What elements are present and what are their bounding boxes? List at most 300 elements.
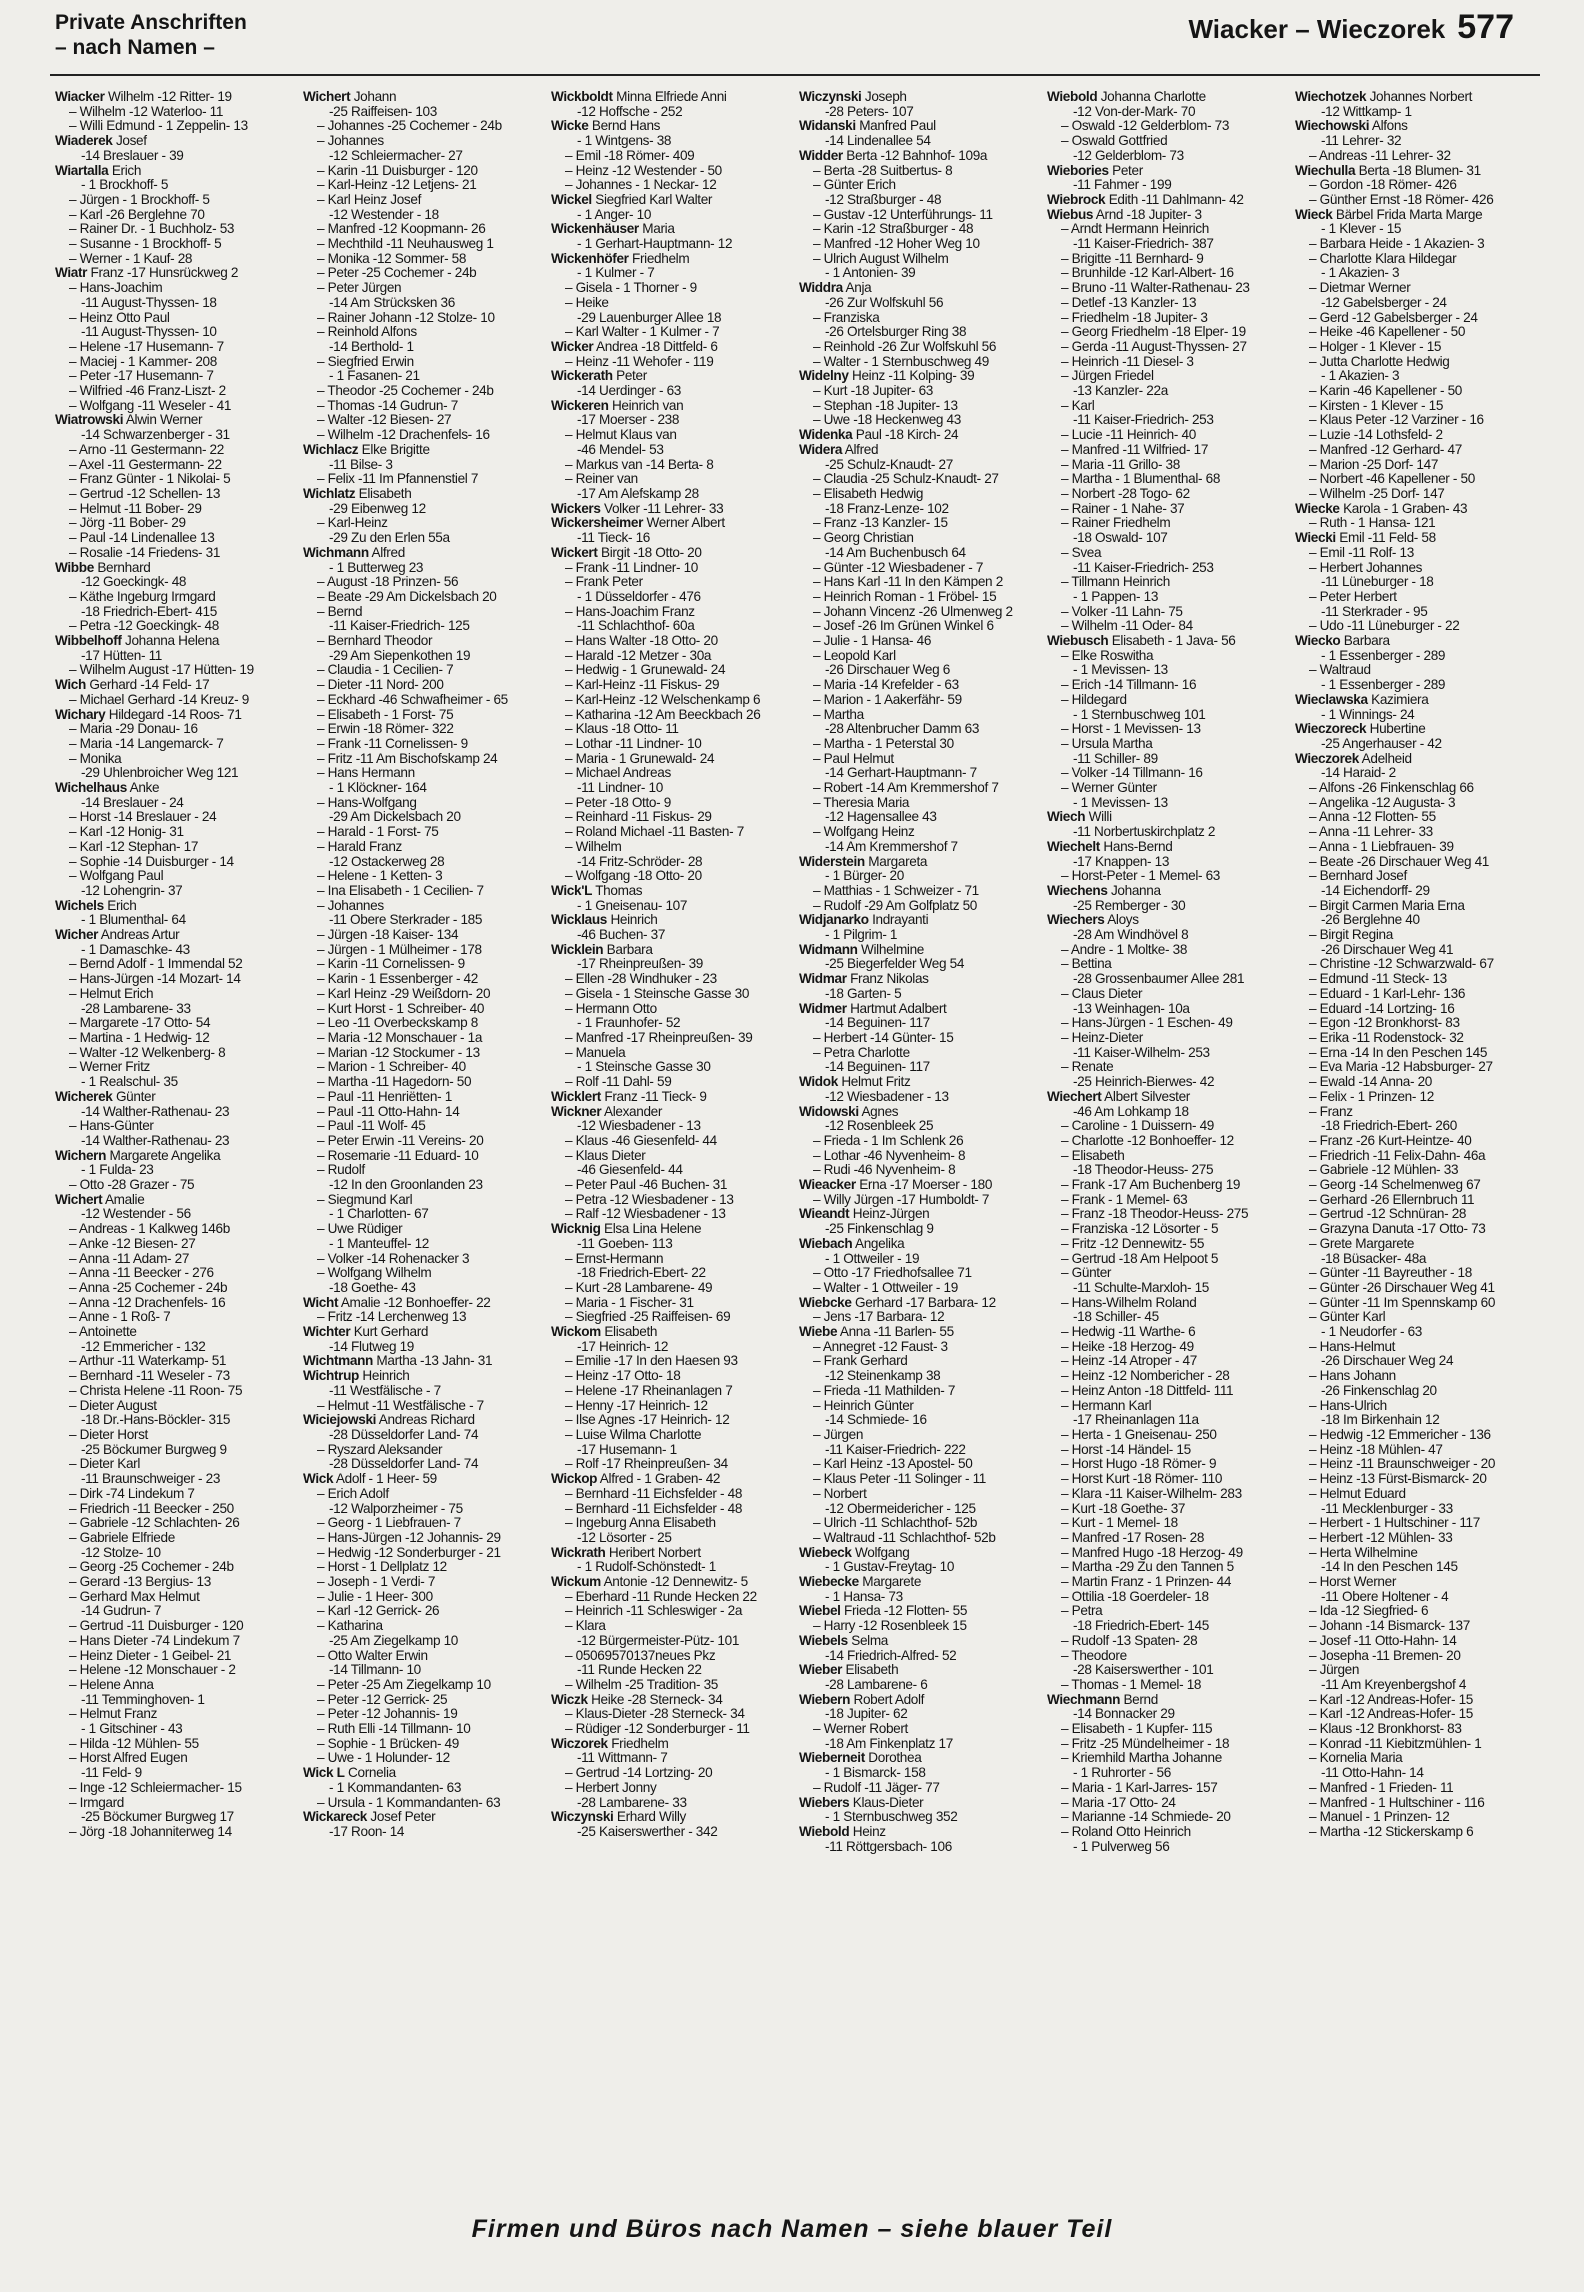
surname: Wicknig: [551, 1222, 601, 1237]
surname: Widder: [799, 148, 843, 163]
directory-entry: [551, 252, 791, 267]
entry-details: Aloys: [1104, 913, 1139, 928]
directory-subentry: – Karl Heinz -13 Apostel- 50: [813, 1457, 973, 1472]
entry-continuation: -25 Schulz-Knaudt- 27: [825, 457, 953, 472]
entry-continuation: -25 Remberger - 30: [1073, 898, 1186, 913]
directory-subentry: – Helene -17 Husemann- 7: [69, 339, 224, 354]
directory-subentry: – Karl-Heinz -12 Welschenkamp 6: [565, 692, 761, 707]
directory-entry: [799, 428, 1039, 443]
entry-continuation: - 1 Ruhrorter - 56: [1073, 1766, 1171, 1781]
entry-continuation: -26 Ortelsburger Ring 38: [825, 325, 967, 340]
directory-subentry: – Maria -11 Grillo- 38: [1061, 457, 1180, 472]
directory-subentry: – Paul -11 Wolf- 45: [317, 1119, 426, 1134]
directory-subentry: – Karl -12 Honig- 31: [69, 825, 184, 840]
directory-subentry: – Franz -13 Kanzler- 15: [813, 516, 948, 531]
directory-subentry: – Holger - 1 Klever - 15: [1309, 339, 1442, 354]
directory-subentry: – Manfred - 1 Hultschiner - 116: [1309, 1795, 1485, 1810]
entry-continuation: -12 Bürgermeister-Pütz- 101: [577, 1633, 740, 1648]
directory-subentry: – Helene -12 Monschauer - 2: [69, 1663, 236, 1678]
surname: Wibbe: [55, 560, 94, 575]
directory-subentry: – Helmut -11 Westfälische - 7: [317, 1398, 484, 1413]
entry-continuation: - 1 Kommandanten- 63: [329, 1780, 462, 1795]
directory-subentry: – Rudi -46 Nyvenheim- 8: [813, 1163, 956, 1178]
directory-subentry: – Arndt Hermann Heinrich: [1061, 222, 1210, 237]
directory-subentry: – Jutta Charlotte Hedwig: [1309, 354, 1450, 369]
directory-subentry: – Leopold Karl: [813, 648, 896, 663]
surname: Widdra: [799, 281, 843, 296]
directory-subentry: – Manuela: [565, 1045, 626, 1060]
directory-subentry: – Grazyna Danuta -17 Otto- 73: [1309, 1222, 1486, 1237]
surname: Wiebel: [799, 1604, 841, 1619]
directory-subentry: – Herbert - 1 Hultschiner - 117: [1309, 1516, 1480, 1531]
directory-subentry: – Beate -26 Dirschauer Weg 41: [1309, 854, 1490, 869]
surname: Wichary: [55, 707, 106, 722]
entry-continuation: -29 Am Siepenkothen 19: [329, 648, 471, 663]
directory-subentry: – Wolfgang -11 Weseler - 41: [69, 398, 232, 413]
entry-details: Erich: [108, 163, 142, 178]
entry-details: Edith -11 Dahlmann- 42: [1105, 192, 1244, 207]
directory-entry: [1047, 840, 1287, 855]
entry-continuation: - 1 Pulverweg 56: [1073, 1839, 1170, 1854]
directory-subentry: – Waltraud -11 Schlachthof- 52b: [813, 1530, 996, 1545]
directory-subentry: – Andreas -11 Lehrer- 32: [1309, 148, 1451, 163]
entry-details: Heike -28 Sterneck- 34: [587, 1692, 723, 1707]
directory-subentry: – Manfred -17 Rosen- 28: [1061, 1530, 1205, 1545]
directory-subentry: – Edmund -11 Steck- 13: [1309, 972, 1447, 987]
entry-details: Margarete Angelika: [106, 1148, 221, 1163]
surname: Wieczoreck: [1295, 722, 1367, 737]
directory-subentry: – Wilhelm -25 Tradition- 35: [565, 1677, 718, 1692]
entry-details: Indrayanti: [868, 913, 929, 928]
directory-subentry: – Udo -11 Lüneburger - 22: [1309, 619, 1460, 634]
entry-continuation: -25 Böckumer Burgweg 17: [81, 1810, 234, 1825]
entry-continuation: -12 Stolze- 10: [81, 1545, 161, 1560]
directory-entry: [303, 1810, 543, 1825]
directory-subentry: – Gerd -12 Gabelsberger - 24: [1309, 310, 1478, 325]
directory-subentry: – Josepha -11 Bremen- 20: [1309, 1648, 1461, 1663]
entry-details: Bärbel Frida Marta Marge: [1332, 207, 1483, 222]
entry-details: Johann: [350, 90, 397, 104]
directory-entry: [799, 1546, 1039, 1561]
directory-subentry: – Kurt -18 Goethe- 37: [1061, 1501, 1186, 1516]
entry-continuation: - 1 Bismarck- 158: [825, 1766, 926, 1781]
directory-subentry: – Anke -12 Biesen- 27: [69, 1236, 196, 1251]
directory-subentry: – Rainer Johann -12 Stolze- 10: [317, 310, 495, 325]
directory-subentry: – Inge -12 Schleiermacher- 15: [69, 1780, 242, 1795]
entry-continuation: -18 Jupiter- 62: [825, 1707, 908, 1722]
directory-subentry: – Walter -12 Biesen- 27: [317, 413, 452, 428]
directory-subentry: – Norbert -46 Kapellener - 50: [1309, 472, 1475, 487]
listing-column-4: [799, 90, 1039, 2205]
directory-subentry: – Caroline - 1 Duissern- 49: [1061, 1119, 1214, 1134]
directory-subentry: – Uwe Rüdiger: [317, 1222, 403, 1237]
directory-subentry: – Dieter Horst: [69, 1427, 148, 1442]
directory-subentry: – Horst Werner: [1309, 1575, 1397, 1590]
directory-subentry: – Leo -11 Overbeckskamp 8: [317, 1016, 479, 1031]
directory-subentry: – Friedrich -11 Beecker - 250: [69, 1501, 234, 1516]
surname: Wiechowski: [1295, 119, 1370, 134]
entry-continuation: -18 Friedrich-Ebert- 145: [1073, 1619, 1209, 1634]
directory-subentry: – Marion -25 Dorf- 147: [1309, 457, 1439, 472]
directory-subentry: – 05069570137neues Pkz: [565, 1648, 716, 1663]
entry-continuation: - 1 Damaschke- 43: [81, 942, 190, 957]
directory-subentry: – Felix - 1 Prinzen- 12: [1309, 1089, 1434, 1104]
directory-subentry: – Rüdiger -12 Sonderburger - 11: [565, 1722, 750, 1737]
directory-subentry: – Hans Hermann: [317, 766, 415, 781]
surname: Wiczk: [551, 1692, 588, 1707]
directory-subentry: – Heinz Otto Paul: [69, 310, 170, 325]
directory-subentry: – Arthur -11 Waterkamp- 51: [69, 1354, 227, 1369]
directory-subentry: – Johannes -25 Cochemer - 24b: [317, 119, 502, 134]
entry-details: Wilhelmine: [857, 942, 925, 957]
directory-subentry: – Gerhard Max Helmut: [69, 1589, 200, 1604]
entry-continuation: -18 Friedrich-Ebert- 415: [81, 604, 217, 619]
directory-subentry: – Heinz -14 Atroper - 47: [1061, 1354, 1197, 1369]
entry-details: Peter: [612, 369, 647, 384]
surname: Wichelhaus: [55, 781, 127, 796]
directory-subentry: – Martina - 1 Hedwig- 12: [69, 1031, 210, 1045]
entry-details: Anke: [126, 781, 160, 796]
surname: Wiebeck: [799, 1545, 852, 1560]
directory-subentry: – Reinhold Alfons: [317, 325, 417, 340]
directory-subentry: – Heinz -12 Nombericher - 28: [1061, 1369, 1230, 1384]
entry-continuation: -11 August-Thyssen- 10: [81, 325, 217, 340]
surname: Wickel: [551, 192, 592, 207]
entry-continuation: - 1 Sternbuschweg 352: [825, 1810, 958, 1825]
entry-details: Kurt Gerhard: [350, 1325, 429, 1340]
directory-entry: [55, 928, 295, 943]
directory-subentry: – Karl-Heinz -11 Fiskus- 29: [565, 678, 720, 693]
directory-subentry: – Paul -11 Otto-Hahn- 14: [317, 1104, 460, 1119]
directory-subentry: – Friedrich -11 Felix-Dahn- 46a: [1309, 1148, 1486, 1163]
directory-entry: [799, 1796, 1039, 1811]
entry-details: Adolf - 1 Heer- 59: [333, 1472, 437, 1487]
entry-continuation: -14 In den Peschen 145: [1321, 1560, 1458, 1575]
directory-subentry: – Horst -14 Händel- 15: [1061, 1442, 1191, 1457]
directory-subentry: – Gisela - 1 Steinsche Gasse 30: [565, 986, 750, 1001]
directory-subentry: – Anna -11 Beecker - 276: [69, 1266, 214, 1281]
entry-continuation: -12 Lösorter - 25: [577, 1530, 672, 1545]
directory-entry: [55, 413, 295, 428]
entry-details: Günter: [112, 1089, 156, 1104]
directory-subentry: – Johannes: [317, 898, 384, 913]
directory-subentry: – Karl -12 Stephan- 17: [69, 839, 199, 854]
entry-continuation: - 1 Neudorfer - 63: [1321, 1325, 1422, 1340]
directory-subentry: – Peter -17 Husemann- 7: [69, 369, 214, 384]
directory-entry: [1047, 913, 1287, 928]
directory-subentry: – Volker -11 Lahn- 75: [1061, 604, 1183, 619]
directory-entry: [55, 164, 295, 179]
surname: Wiechens: [1047, 883, 1108, 898]
directory-subentry: – Horst - 1 Mevissen- 13: [1061, 722, 1201, 737]
entry-continuation: -25 Raiffeisen- 103: [329, 104, 437, 119]
directory-subentry: – Thomas - 1 Memel- 18: [1061, 1677, 1202, 1692]
directory-subentry: – Ina Elisabeth - 1 Cecilien- 7: [317, 883, 484, 898]
surname: Wickenhöfer: [551, 251, 629, 266]
directory-subentry: – Felix -11 Im Pfannenstiel 7: [317, 472, 479, 487]
entry-continuation: -12 Hagensallee 43: [825, 810, 937, 825]
entry-continuation: -11 Braunschweiger - 23: [81, 1472, 221, 1487]
directory-subentry: – Horst Alfred Eugen: [69, 1751, 188, 1766]
directory-subentry: – Johann Vincenz -26 Ulmenweg 2: [813, 604, 1013, 619]
entry-details: Berta -12 Bahnhof- 109a: [842, 148, 988, 163]
surname: Wiebach: [799, 1236, 853, 1251]
directory-entry: [799, 943, 1039, 958]
entry-continuation: -13 Kanzler- 22a: [1073, 384, 1168, 399]
directory-entry: [551, 1325, 791, 1340]
entry-continuation: -12 Walporzheimer - 75: [329, 1501, 463, 1516]
directory-entry: [799, 369, 1039, 384]
directory-subentry: – Hans Karl -11 In den Kämpen 2: [813, 575, 1003, 590]
entry-details: Agnes: [858, 1104, 899, 1119]
directory-entry: [1047, 193, 1287, 208]
surname: Wickrath: [551, 1545, 606, 1560]
entry-continuation: -11 Feld- 9: [81, 1766, 142, 1781]
entry-details: Josef: [112, 134, 147, 149]
directory-subentry: – Harry -12 Rosenbleek 15: [813, 1619, 967, 1634]
directory-subentry: – Gerda -11 August-Thyssen- 27: [1061, 339, 1247, 354]
directory-subentry: – Julie - 1 Heer- 300: [317, 1589, 433, 1604]
entry-continuation: - 1 Blumenthal- 64: [81, 913, 186, 928]
directory-subentry: – Peter Herbert: [1309, 589, 1397, 604]
directory-subentry: – Maria -14 Langemarck- 7: [69, 736, 224, 751]
directory-entry: [55, 781, 295, 796]
entry-continuation: - 1 Hansa- 73: [825, 1589, 903, 1604]
entry-continuation: -11 Sterkrader - 95: [1321, 604, 1428, 619]
directory-subentry: – Georg - 1 Liebfrauen- 7: [317, 1516, 461, 1531]
directory-entry: [551, 1090, 791, 1105]
directory-subentry: – Jürgen: [813, 1427, 864, 1442]
directory-subentry: – Horst Kurt -18 Römer- 110: [1061, 1472, 1223, 1487]
entry-details: Volker -11 Lehrer- 33: [600, 501, 724, 516]
directory-subentry: – Karin -11 Duisburger - 120: [317, 163, 478, 178]
entry-details: Amalie: [102, 1192, 145, 1207]
surname: Wiebern: [799, 1692, 851, 1707]
directory-subentry: – Christa Helene -11 Roon- 75: [69, 1383, 243, 1398]
directory-subentry: – Karl -12 Andreas-Hofer- 15: [1309, 1692, 1473, 1707]
directory-subentry: – Konrad -11 Kiebitzmühlen- 1: [1309, 1736, 1482, 1751]
directory-entry: [551, 1575, 791, 1590]
surname: Wichtmann: [303, 1354, 373, 1369]
entry-details: Amalie -12 Bonhoeffer- 22: [338, 1295, 491, 1310]
directory-subentry: – Paul Helmut: [813, 751, 894, 766]
directory-subentry: – Brunhilde -12 Karl-Albert- 16: [1061, 266, 1234, 281]
entry-details: Elisabeth - 1 Java- 56: [1108, 634, 1236, 649]
directory-entry: [55, 134, 295, 149]
directory-subentry: – Peter -25 Am Ziegelkamp 10: [317, 1677, 491, 1692]
directory-entry: [55, 634, 295, 649]
section-title-line1: Private Anschriften: [55, 11, 247, 34]
entry-details: Joseph: [861, 90, 907, 104]
entry-continuation: - 1 Antonien- 39: [825, 266, 916, 281]
surname: Widerstein: [799, 854, 865, 869]
directory-entry: [799, 1178, 1039, 1193]
directory-subentry: – Karl -12 Gerrick- 26: [317, 1604, 440, 1619]
entry-continuation: -14 Haraid- 2: [1321, 766, 1396, 781]
entry-continuation: -14 Gudrun- 7: [81, 1604, 162, 1619]
directory-subentry: – Harald -12 Metzer - 30a: [565, 648, 712, 663]
surname: Wichlatz: [303, 486, 356, 501]
directory-entry: [55, 266, 295, 281]
entry-continuation: - 1 Gerhart-Hauptmann- 12: [577, 237, 733, 252]
directory-subentry: – Katharina: [317, 1619, 383, 1634]
directory-subentry: – Bernhard -11 Weseler - 73: [69, 1369, 230, 1384]
entry-details: Frieda -12 Flotten- 55: [840, 1604, 968, 1619]
entry-details: Berta -18 Blumen- 31: [1355, 163, 1481, 178]
directory-subentry: – Matthias - 1 Schweizer - 71: [813, 883, 979, 898]
surname: Wickop: [551, 1472, 598, 1487]
directory-subentry: – Gertrud -14 Lortzing- 20: [565, 1766, 713, 1781]
entry-details: Johanna Charlotte: [1097, 90, 1206, 104]
directory-entry: [799, 119, 1039, 134]
directory-subentry: – Peter Paul -46 Buchen- 31: [565, 1178, 728, 1193]
directory-subentry: – Emilie -17 In den Haesen 93: [565, 1354, 738, 1369]
directory-subentry: – Hans-Jürgen -14 Mozart- 14: [69, 972, 241, 987]
directory-subentry: – Luise Wilma Charlotte: [565, 1427, 702, 1442]
directory-subentry: – Andreas - 1 Kalkweg 146b: [69, 1222, 230, 1237]
directory-subentry: – Reinhard -11 Fiskus- 29: [565, 810, 712, 825]
entry-details: Robert Adolf: [850, 1692, 925, 1707]
directory-entry: [55, 90, 295, 105]
surname: Wiatrowski: [55, 413, 124, 428]
entry-continuation: -11 Schlachthof- 60a: [577, 619, 695, 634]
directory-subentry: – Susanne - 1 Brockhoff- 5: [69, 237, 222, 252]
directory-subentry: – Ingeburg Anna Elisabeth: [565, 1516, 716, 1531]
directory-subentry: – Gabriele -12 Mühlen- 33: [1309, 1163, 1459, 1178]
directory-entry: [799, 443, 1039, 458]
directory-subentry: – Mechthild -11 Neuhausweg 1: [317, 237, 494, 252]
entry-continuation: -18 Am Finkenplatz 17: [825, 1736, 953, 1751]
directory-subentry: – Maria - 1 Karl-Jarres- 157: [1061, 1780, 1218, 1795]
directory-subentry: – Maria -12 Monschauer - 1a: [317, 1031, 483, 1045]
directory-subentry: – Sophie -14 Duisburger - 14: [69, 854, 234, 869]
listing-column-3: [551, 90, 791, 2205]
directory-entry: [1047, 208, 1287, 223]
directory-subentry: – Hilda -12 Mühlen- 55: [69, 1736, 199, 1751]
entry-continuation: -28 Lambarene- 6: [825, 1677, 928, 1692]
directory-subentry: – Joseph - 1 Verdi- 7: [317, 1575, 436, 1590]
entry-continuation: -46 Giesenfeld- 44: [577, 1163, 683, 1178]
entry-details: Hubertine: [1366, 722, 1426, 737]
directory-subentry: – Rainer - 1 Nahe- 37: [1061, 501, 1185, 516]
directory-subentry: – Theodore: [1061, 1648, 1127, 1663]
directory-subentry: – Brigitte -11 Bernhard- 9: [1061, 251, 1204, 266]
directory-entry: [1047, 1693, 1287, 1708]
entry-details: Andreas Artur: [98, 928, 180, 943]
entry-continuation: -12 Hoffsche - 252: [577, 104, 683, 119]
directory-entry: [303, 1413, 543, 1428]
directory-subentry: – Gertrud -12 Schnüran- 28: [1309, 1207, 1467, 1222]
entry-continuation: -14 Beguinen- 117: [825, 1016, 930, 1031]
surname: Wickers: [551, 501, 601, 516]
directory-subentry: – Johannes: [317, 134, 384, 149]
entry-continuation: - 1 Steinsche Gasse 30: [577, 1060, 711, 1075]
surname: Wiebold: [799, 1824, 850, 1839]
directory-subentry: – Manfred -12 Gerhard- 47: [1309, 442, 1462, 457]
directory-subentry: – Michael Gerhard -14 Kreuz- 9: [69, 692, 249, 707]
entry-details: Cornelia: [344, 1766, 396, 1781]
entry-continuation: -14 Fritz-Schröder- 28: [577, 854, 703, 869]
name-range-title: [1188, 8, 1514, 46]
directory-entry: [551, 502, 791, 517]
entry-continuation: - 1 Kulmer - 7: [577, 266, 655, 281]
surname: Wiechelt: [1047, 839, 1100, 854]
surname: Wiczynski: [551, 1810, 614, 1825]
directory-subentry: – Siegmund Karl: [317, 1192, 413, 1207]
entry-continuation: - 1 Ottweiler - 19: [825, 1251, 920, 1266]
entry-continuation: - 1 Mevissen- 13: [1073, 795, 1168, 810]
directory-subentry: – Ralf -12 Wiesbadener - 13: [565, 1207, 726, 1222]
directory-entry: [551, 222, 791, 237]
directory-subentry: – Antoinette: [69, 1325, 137, 1340]
directory-subentry: – Elisabeth - 1 Forst- 75: [317, 707, 454, 722]
directory-entry: [799, 1105, 1039, 1120]
directory-subentry: – Eckhard -46 Schwafheimer - 65: [317, 692, 508, 707]
directory-entry: [1047, 164, 1287, 179]
entry-continuation: -11 Lindner- 10: [577, 781, 663, 796]
entry-continuation: -18 Büsacker- 48a: [1321, 1251, 1427, 1266]
entry-continuation: -12 Steinenkamp 38: [825, 1369, 941, 1384]
directory-subentry: – Svea: [1061, 545, 1102, 560]
entry-continuation: -29 Zu den Erlen 55a: [329, 531, 450, 546]
directory-subentry: – Horst -14 Breslauer - 24: [69, 810, 217, 825]
entry-details: Karola - 1 Graben- 43: [1339, 501, 1468, 516]
directory-subentry: – Frank -17 Am Buchenberg 19: [1061, 1178, 1241, 1193]
directory-entry: [551, 340, 791, 355]
entry-continuation: -28 Grossenbaumer Allee 281: [1073, 972, 1245, 987]
directory-subentry: – Willi Edmund - 1 Zeppelin- 13: [69, 119, 248, 134]
surname: Wiechmann: [1047, 1692, 1121, 1707]
directory-entry: [1295, 752, 1535, 767]
directory-subentry: – Wolfgang -18 Otto- 20: [565, 869, 702, 884]
directory-subentry: – Eduard - 1 Karl-Lehr- 136: [1309, 986, 1466, 1001]
directory-subentry: – Dieter Karl: [69, 1457, 140, 1472]
directory-entry: [551, 1472, 791, 1487]
directory-entry: [303, 1354, 543, 1369]
entry-continuation: -14 Uerdinger - 63: [577, 384, 682, 399]
entry-details: Johanna: [1107, 883, 1161, 898]
entry-continuation: -17 Am Alefskamp 28: [577, 486, 699, 501]
directory-subentry: – Karin -12 Straßburger - 48: [813, 222, 974, 237]
directory-subentry: – Thomas -14 Gudrun- 7: [317, 398, 458, 413]
directory-subentry: – Beate -29 Am Dickelsbach 20: [317, 589, 497, 604]
entry-continuation: -14 Walther-Rathenau- 23: [81, 1104, 230, 1119]
directory-subentry: – Günter -11 Bayreuther - 18: [1309, 1266, 1472, 1281]
directory-subentry: – Waltraud: [1309, 663, 1371, 678]
directory-subentry: – Anne - 1 Roß- 7: [69, 1310, 171, 1325]
entry-continuation: -11 Obere Sterkrader - 185: [329, 913, 483, 928]
entry-details: Erhard Willy: [613, 1810, 686, 1825]
directory-subentry: – Gertrud -12 Schellen- 13: [69, 486, 221, 501]
directory-subentry: – Birgit Regina: [1309, 928, 1393, 943]
directory-subentry: – Petra -12 Wiesbadener - 13: [565, 1192, 734, 1207]
listing-columns: [55, 90, 1535, 2205]
directory-subentry: – Kornelia Maria: [1309, 1751, 1403, 1766]
entry-continuation: -18 Dr.-Hans-Böckler- 315: [81, 1413, 231, 1428]
directory-subentry: – Erika -11 Rodenstock- 32: [1309, 1031, 1464, 1045]
directory-subentry: – Ilse Agnes -17 Heinrich- 12: [565, 1413, 730, 1428]
entry-continuation: - 1 Sternbuschweg 101: [1073, 707, 1206, 722]
surname: Wiebrock: [1047, 192, 1106, 207]
listing-column-6: [1295, 90, 1535, 2205]
directory-subentry: – Peter -18 Otto- 9: [565, 795, 671, 810]
entry-details: Wolfgang: [851, 1545, 910, 1560]
directory-subentry: – Bernhard Theodor: [317, 634, 433, 649]
entry-details: Heribert Norbert: [605, 1545, 701, 1560]
directory-subentry: – Klaus Dieter: [565, 1148, 646, 1163]
directory-entry: [55, 678, 295, 693]
directory-subentry: – Marion - 1 Schreiber- 40: [317, 1060, 466, 1075]
